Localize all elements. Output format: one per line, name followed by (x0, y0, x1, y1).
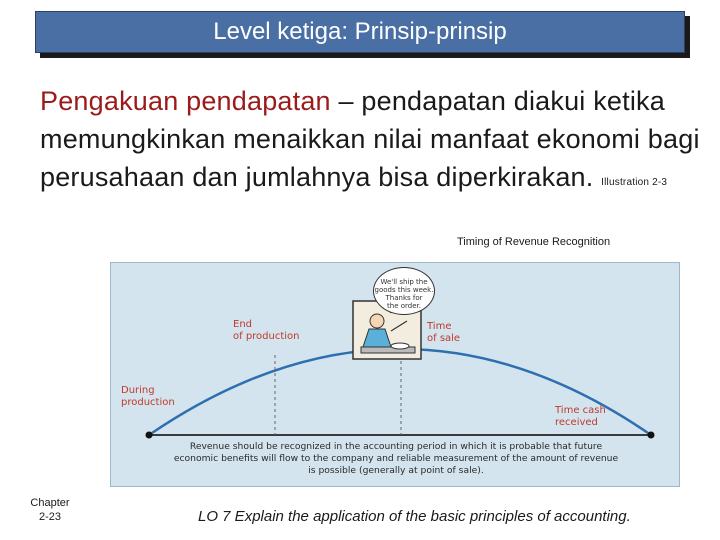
figure-note (111, 441, 681, 477)
figure-note-text: Revenue should be recognized in the accounting period in which it is probable that future economic benefits will flow to the company and reliable measurement of the amount of revenue is possible (generally at point of sale). (173, 441, 619, 476)
label-during-production: During production (121, 385, 175, 408)
chapter-number: 2-23 (38, 511, 62, 523)
illustration-caption: Timing of Revenue Recognition (457, 236, 611, 248)
learning-objective: LO 7 Explain the application of the basic principles of accounting. (198, 508, 631, 525)
chapter-label (28, 496, 72, 524)
label-time-of-sale: Time of sale (427, 321, 461, 344)
speech-bubble: We'll ship the goods this week. Thanks for the order. (373, 267, 435, 315)
revenue-timing-figure (110, 262, 680, 487)
term-revenue-recognition: Pengakuan pendapatan (40, 86, 331, 116)
label-end-of-production: End of production (233, 319, 300, 342)
label-time-cash-received: Time cash received (555, 405, 606, 428)
illustration-label: Illustration 2-3 (601, 177, 668, 188)
body-text (40, 82, 710, 202)
slide-title: Level ketiga: Prinsip-prinsip (35, 11, 685, 53)
term-definition: – pendapatan diakui ketika memungkinkan menaikkan nilai manfaat ekonomi bagi perusahaan dan jumlahnya bisa diperkirakan. (40, 86, 700, 192)
chapter-word: Chapter (30, 497, 70, 509)
point-end (648, 432, 655, 439)
point-start (146, 432, 153, 439)
